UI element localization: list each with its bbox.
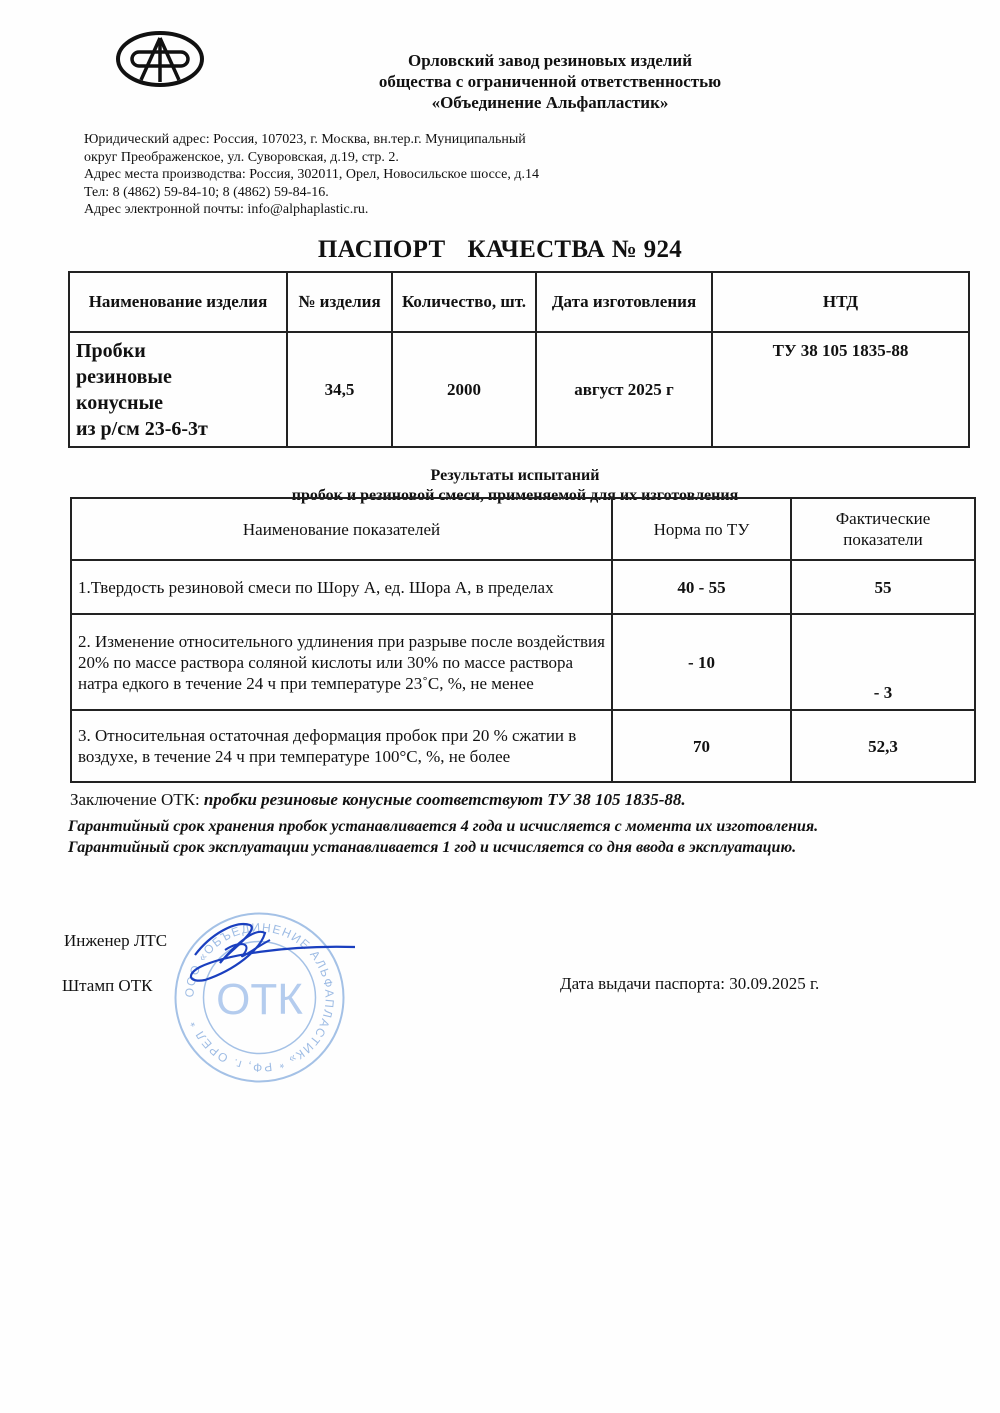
product-name-line: Пробки xyxy=(76,339,146,362)
product-row xyxy=(69,332,969,447)
indicator-name: 3. Относительная остаточная деформация пробок при 20 % сжатии в воздухе, в течение 24 ч при температуре 100°С, %, не более xyxy=(71,710,612,782)
org-line: «Объединение Альфапластик» xyxy=(431,93,669,112)
address-line: Юридический адрес: Россия, 107023, г. Москва, вн.тер.г. Муниципальный xyxy=(84,132,526,147)
results-row xyxy=(71,710,975,782)
issue-date: Дата выдачи паспорта: 30.09.2025 г. xyxy=(560,974,820,993)
conclusion-label: Заключение ОТК: xyxy=(70,790,204,809)
address-line: Адрес электронной почты: info@alphaplastic.ru. xyxy=(84,202,369,217)
title-part: КАЧЕСТВА № 924 xyxy=(467,236,683,263)
address-block xyxy=(84,131,539,219)
address-line: Тел: 8 (4862) 59-84-10; 8 (4862) 59-84-16. xyxy=(84,184,329,200)
actual-value: - 3 xyxy=(791,614,975,710)
product-name-line: резиновые xyxy=(76,365,172,388)
results-title-line: пробок и резиновой смеси, применяемой для их изготовления xyxy=(291,487,739,504)
product-table xyxy=(68,271,970,448)
manufacture-date: август 2025 г xyxy=(536,332,712,447)
product-name xyxy=(69,332,287,447)
organization-name xyxy=(300,50,800,113)
header-cell: Фактические показатели xyxy=(791,498,975,560)
actual-value: 52,3 xyxy=(791,710,975,782)
header-cell: Норма по ТУ xyxy=(612,498,791,560)
actual-value: 55 xyxy=(791,560,975,614)
item-number: 34,5 xyxy=(287,332,392,447)
product-name-line: из р/см 23-6-3т xyxy=(76,417,208,440)
stamp-label: Штамп ОТК xyxy=(62,976,153,995)
engineer-signature-icon xyxy=(165,915,355,985)
document-title xyxy=(0,236,1000,264)
results-row xyxy=(71,560,975,614)
org-line: общества с ограниченной ответственностью xyxy=(378,72,722,91)
warranty-operation: Гарантийный срок эксплуатации устанавливается 1 год и исчисляется со дня ввода в эксплуатацию. xyxy=(68,839,797,856)
stamp-center-text: ОТК xyxy=(216,975,303,1024)
quantity: 2000 xyxy=(392,332,536,447)
product-name-line: конусные xyxy=(76,391,164,414)
header-cell: НТД xyxy=(712,272,969,332)
warranty-storage: Гарантийный срок хранения пробок устанавливается 4 года и исчисляется с момента их изготовления. xyxy=(68,818,819,835)
stamp-ring-text: ООО «ОБЪЕДИНЕНИЕ АЛЬФАПЛАСТИК» * РФ, г. ОРЕЛ * xyxy=(182,920,337,1075)
warranty-block xyxy=(68,816,898,858)
company-logo-icon xyxy=(115,30,205,88)
address-line: Адрес места производства: Россия, 302011, Орел, Новосильское шоссе, д.14 xyxy=(84,167,539,182)
org-line: Орловский завод резиновых изделий xyxy=(408,51,692,70)
indicator-name: 1.Твердость резиновой смеси по Шору А, ед. Шора А, в пределах xyxy=(71,560,612,614)
results-table-header xyxy=(71,498,975,560)
qc-conclusion xyxy=(70,790,686,810)
header-cell: Наименование изделия xyxy=(69,272,287,332)
ntd-value: ТУ 38 105 1835-88 xyxy=(712,332,969,447)
norm-value: - 10 xyxy=(612,614,791,710)
header-cell: Количество, шт. xyxy=(392,272,536,332)
address-line: округ Преображенское, ул. Суворовская, д.19, стр. 2. xyxy=(84,149,399,165)
conclusion-text: пробки резиновые конусные соответствуют ТУ 38 105 1835-88. xyxy=(203,790,686,809)
header-cell: Дата изготовления xyxy=(536,272,712,332)
product-table-header xyxy=(69,272,969,332)
engineer-label: Инженер ЛТС xyxy=(64,931,168,950)
header-cell: № изделия xyxy=(287,272,392,332)
header-cell: Наименование показателей xyxy=(71,498,612,560)
title-part: ПАСПОРТ xyxy=(317,236,446,263)
norm-value: 40 - 55 xyxy=(612,560,791,614)
results-table xyxy=(70,497,976,783)
results-row xyxy=(71,614,975,710)
norm-value: 70 xyxy=(612,710,791,782)
indicator-name: 2. Изменение относительного удлинения при разрыве после воздействия 20% по массе раствора соляной кислоты или 30% по массе раствора натра едкого в течение 24 ч при температуре 23˚С, %, не менее xyxy=(71,614,612,710)
results-title-line: Результаты испытаний xyxy=(430,467,600,484)
